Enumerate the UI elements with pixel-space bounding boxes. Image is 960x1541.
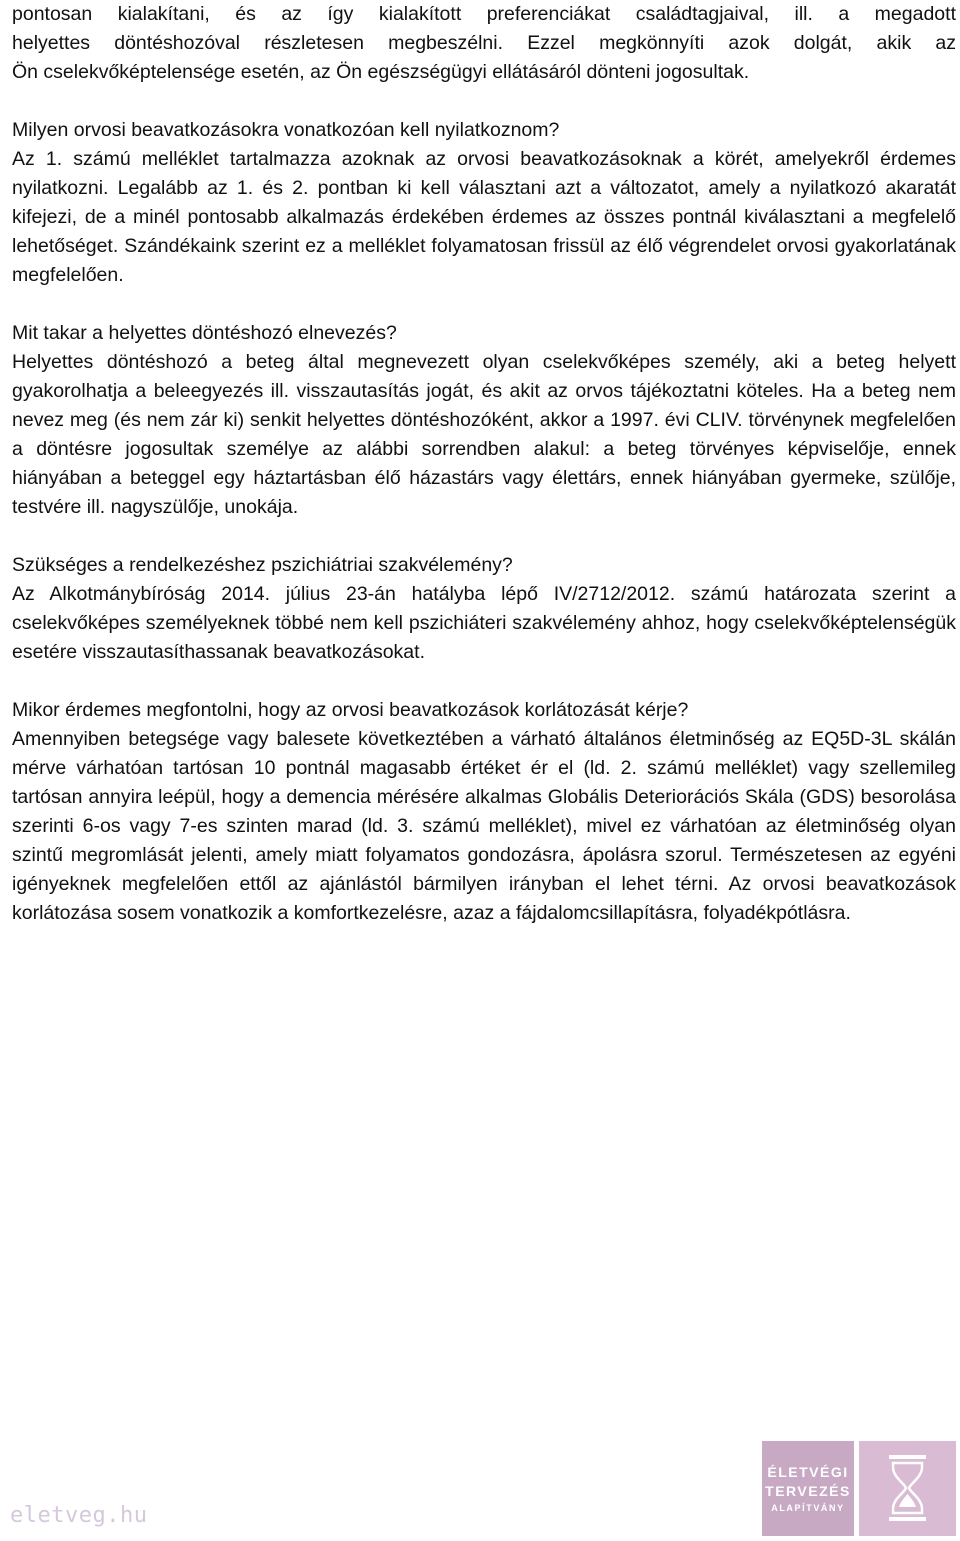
faq-question: Mit takar a helyettes döntéshozó elnevezés? xyxy=(12,322,397,344)
faq-when-to-limit xyxy=(12,696,956,928)
logo-text-box xyxy=(762,1441,854,1536)
document-body xyxy=(12,0,956,928)
faq-medical-interventions xyxy=(12,116,956,290)
faq-question: Szükséges a rendelkezéshez pszichiátriai szakvélemény? xyxy=(12,554,513,576)
section-gap xyxy=(12,522,956,551)
foundation-logo xyxy=(762,1441,956,1536)
faq-answer: Amennyiben betegsége vagy balesete következtében a várható általános életminőség az EQ5D-3L skálán mérve várhatóan tartósan 10 pontnál magasabb értéket ér el (ld. 2. számú melléklet) vagy szellemileg tartósan annyira leépül, hogy a demencia mérésére alkalmas Globális Deteriorációs Skála (GDS) besorolása szerinti 6-os vagy 7-es szinten marad (ld. 3. számú melléklet), mivel ez várhatóan az életminőség olyan szintű megromlását jelenti, amely miatt folyamatos gondozásra, ápolásra szorul. Természetesen az egyéni igényeknek megfelelően ettől az ajánlástól bármilyen irányban el lehet térni. Az orvosi beavatkozások korlátozása sosem vonatkozik a komfortkezelésre, azaz a fájdalomcsillapításra, folyadékpótlásra. xyxy=(12,728,956,924)
section-gap xyxy=(12,290,956,319)
logo-line-3: ALAPÍTVÁNY xyxy=(771,1502,845,1513)
hourglass-icon xyxy=(859,1441,956,1536)
intro-line-2: helyettes döntéshozóval részletesen megbeszélni. Ezzel megkönnyíti azok dolgát, akik az xyxy=(12,32,956,54)
intro-line-3: Ön cselekvőképtelensége esetén, az Ön egészségügyi ellátásáról dönteni jogosultak. xyxy=(12,61,750,83)
intro-line-1: pontosan kialakítani, és az így kialakított preferenciákat családtagjaival, ill. a megadott xyxy=(12,3,956,25)
faq-substitute-decision-maker xyxy=(12,319,956,522)
section-gap xyxy=(12,87,956,116)
faq-answer: Az Alkotmánybíróság 2014. július 23-án hatályba lépő IV/2712/2012. számú határozata szerint a cselekvőképes személyeknek többé nem kell pszichiáteri szakvélemény ahhoz, hogy cselekvőképtelenségük esetére visszautasíthassanak beavatkozásokat. xyxy=(12,583,956,663)
faq-answer: Helyettes döntéshozó a beteg által megnevezett olyan cselekvőképes személy, aki a beteg helyett gyakorolhatja a beleegyezés ill. visszautasítás jogát, és akit az orvos tájékoztatni köteles. Ha a beteg nem nevez meg (és nem zár ki) senkit helyettes döntéshozóként, akkor a 1997. évi CLIV. törvénynek megfelelően a döntésre jogosultak személye az alábbi sorrendben alakul: a beteg törvényes képviselője, ennek hiányában a beteggel egy háztartásban élő házastárs vagy élettárs, ennek hiányában gyermeke, szülője, testvére ill. nagyszülője, unokája. xyxy=(12,351,956,518)
intro-paragraph xyxy=(12,0,956,87)
faq-question: Milyen orvosi beavatkozásokra vonatkozóan kell nyilatkoznom? xyxy=(12,119,560,141)
hourglass-icon-graphic xyxy=(859,1441,956,1536)
footer-website-link[interactable]: eletveg.hu xyxy=(10,1503,148,1528)
faq-question: Mikor érdemes megfontolni, hogy az orvosi beavatkozások korlátozását kérje? xyxy=(12,699,689,721)
section-gap xyxy=(12,667,956,696)
logo-line-2: TERVEZÉS xyxy=(765,1482,851,1499)
faq-psychiatric-opinion xyxy=(12,551,956,667)
faq-answer: Az 1. számú melléklet tartalmazza azoknak az orvosi beavatkozásoknak a körét, amelyekről érdemes nyilatkozni. Legalább az 1. és 2. pontban ki kell választani azt a változatot, amely a nyilatkozó akaratát kifejezi, de a minél pontosabb alkalmazás érdekében érdemes az összes pontnál kiválasztani a megfelelő lehetőséget. Szándékaink szerint ez a melléklet folyamatosan frissül az élő végrendelet orvosi gyakorlatának megfelelően. xyxy=(12,148,956,286)
logo-line-1: ÉLETVÉGI xyxy=(767,1463,849,1480)
